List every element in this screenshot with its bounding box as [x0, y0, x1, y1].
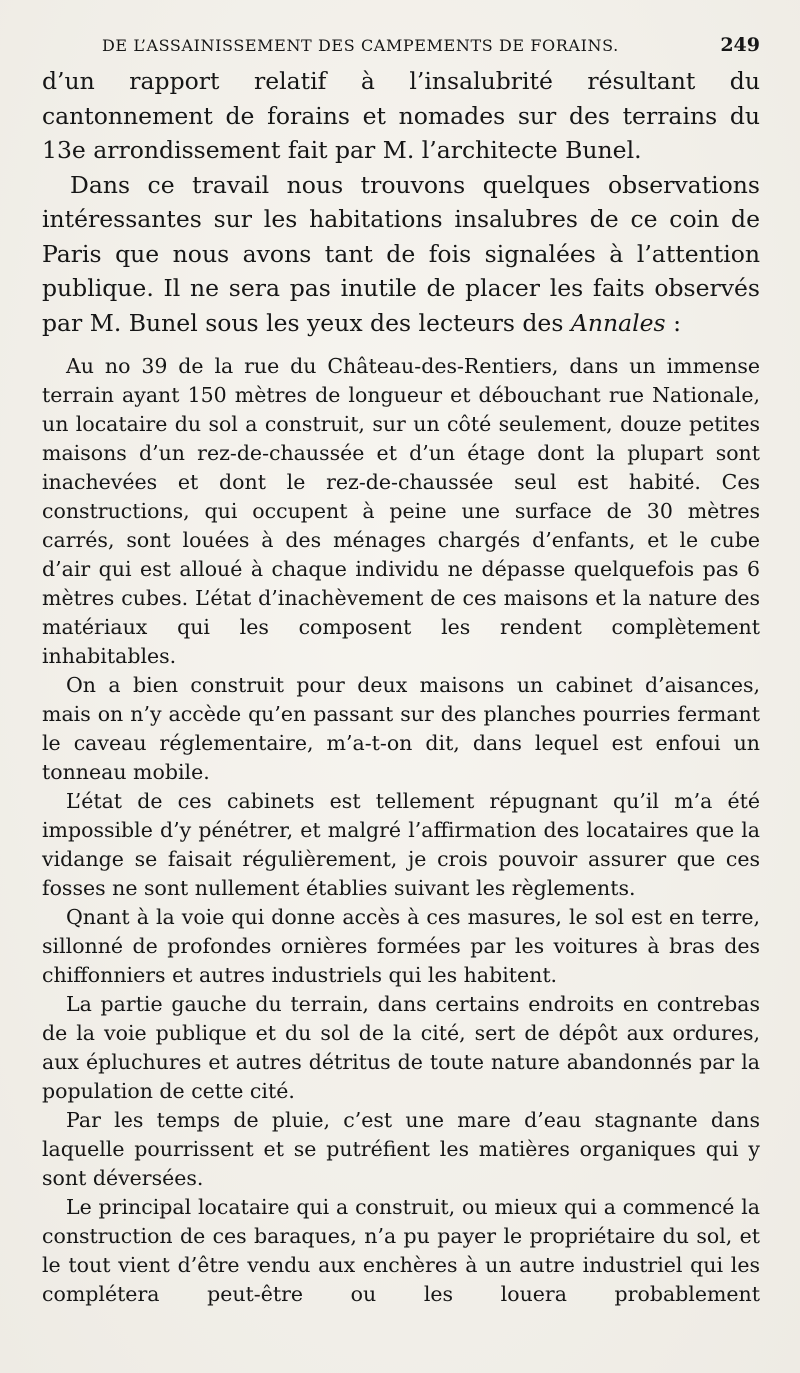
- report-paragraph-4: Qnant à la voie qui donne accès à ces masures, le sol est en terre, sillonné de profondes ornières formées par les voitures à bras des chiffonniers et autres industriels qui les habitent.: [42, 905, 760, 987]
- quoted-report: [42, 352, 760, 1309]
- report-paragraph-7: Le principal locataire qui a construit, ou mieux qui a commencé la construction de ces baraques, n’a pu payer le propriétaire du sol, et le tout vient d’être vendu aux enchères à un autre industriel qui les complétera peut-être ou les louera probablement: [42, 1195, 760, 1306]
- intro-paragraph-1: d’un rapport relatif à l’insalubrité résultant du cantonnement de forains et nomades sur des terrains du 13e arrondissement fait par M. l’architecte Bunel.: [42, 67, 760, 164]
- report-paragraph-2: On a bien construit pour deux maisons un cabinet d’aisances, mais on n’y accède qu’en passant sur des planches pourries fermant le caveau réglementaire, m’a-t-on dit, dans lequel est enfoui un tonneau mobile.: [42, 673, 760, 784]
- journal-title: Annales: [570, 308, 666, 337]
- intro-paragraph-2-text: Dans ce travail nous trouvons quelques observations intéressantes sur les habitations insalubres de ce coin de Paris que nous avons tant de fois signalées à l’attention publique. Il ne sera pas inutile de placer les faits observés par M. Bunel sous les yeux des lecteurs des: [42, 170, 760, 337]
- page-number: 249: [720, 34, 760, 56]
- running-head: [42, 34, 760, 56]
- report-paragraph-5: La partie gauche du terrain, dans certains endroits en contrebas de la voie publique et du sol de la cité, sert de dépôt aux ordures, aux épluchures et autres détritus de toute nature abandonnés par la population de cette cité.: [42, 992, 760, 1103]
- intro-paragraph-2-end: :: [665, 308, 681, 337]
- report-paragraph-3: L’état de ces cabinets est tellement répugnant qu’il m’a été impossible d’y pénétrer, et malgré l’affirmation des locataires que la vidange se faisait régulièrement, je crois pouvoir assurer que ces fosses ne sont nullement établies suivant les règlements.: [42, 789, 760, 900]
- report-paragraph-1: Au no 39 de la rue du Château-des-Rentiers, dans un immense terrain ayant 150 mètres de longueur et débouchant rue Nationale, un locataire du sol a construit, sur un côté seulement, douze petites maisons d’un rez-de-chaussée et d’un étage dont la plupart sont inachevées et dont le rez-de-chaussée seul est habité. Ces constructions, qui occupent à peine une surface de 30 mètres carrés, sont louées à des ménages chargés d’enfants, et le cube d’air qui est alloué à chaque individu ne dépasse quelquefois pas 6 mètres cubes. L’état d’inachèvement de ces maisons et la nature des matériaux qui les composent les rendent complètement inhabitables.: [42, 354, 760, 668]
- intro-text: [42, 64, 760, 340]
- intro-paragraph-2: [42, 168, 760, 341]
- report-paragraph-6: Par les temps de pluie, c’est une mare d’eau stagnante dans laquelle pourrissent et se putréfient les matières organiques qui y sont déversées.: [42, 1108, 760, 1190]
- running-title: DE L’ASSAINISSEMENT DES CAMPEMENTS DE FORAINS.: [102, 36, 619, 55]
